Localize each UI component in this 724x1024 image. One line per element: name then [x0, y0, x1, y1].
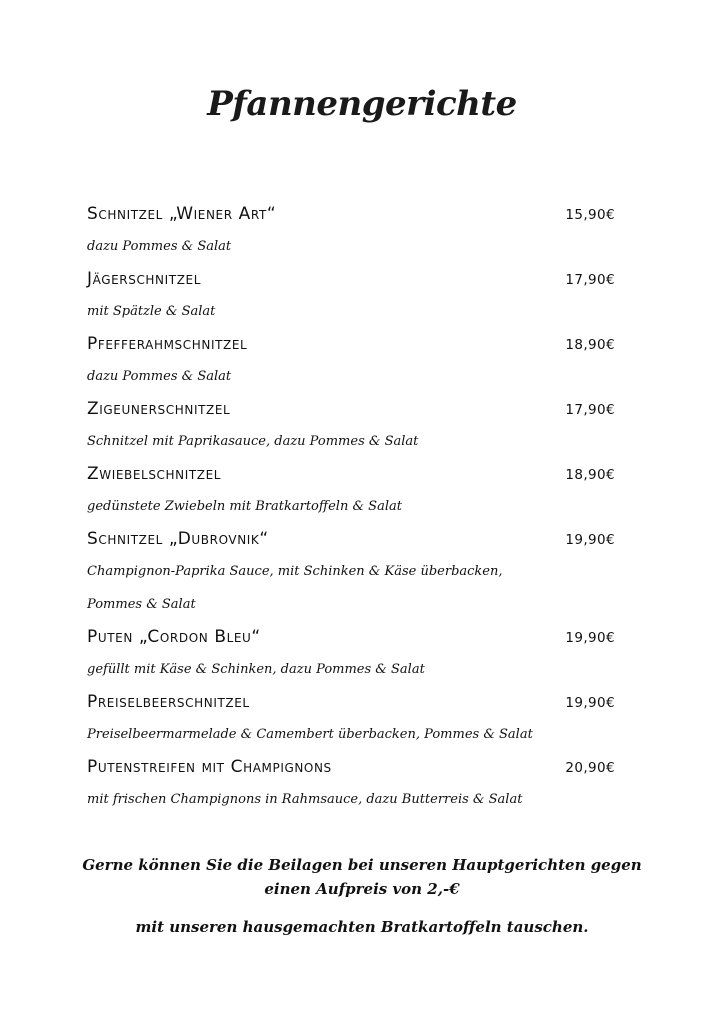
item-price: 17,90€ — [565, 402, 615, 418]
item-price: 20,90€ — [565, 760, 615, 776]
item-name: Pfefferahmschnitzel — [87, 334, 248, 354]
menu-item — [87, 458, 615, 523]
menu-list — [87, 198, 615, 816]
item-description: dazu Pommes & Salat — [87, 369, 232, 384]
item-description: dazu Pommes & Salat — [87, 239, 232, 254]
note-line-3: mit unseren hausgemachten Bratkartoffeln tauschen. — [135, 918, 589, 936]
item-description: mit frischen Champignons in Rahmsauce, dazu Butterreis & Salat — [87, 792, 523, 807]
item-name: Putenstreifen mit Champignons — [87, 757, 332, 777]
item-name: Zigeunerschnitzel — [87, 399, 231, 419]
item-description: Schnitzel mit Paprikasauce, dazu Pommes & Salat — [87, 434, 419, 449]
item-description: gedünstete Zwiebeln mit Bratkartoffeln & Salat — [87, 499, 402, 514]
item-price: 19,90€ — [565, 695, 615, 711]
item-description: Preiselbeermarmelade & Camembert überbacken, Pommes & Salat — [87, 727, 533, 742]
menu-item — [87, 328, 615, 393]
note-line-2: einen Aufpreis von 2,-€ — [264, 880, 460, 898]
item-name: Zwiebelschnitzel — [87, 464, 222, 484]
item-price: 19,90€ — [565, 532, 615, 548]
item-name: Puten „Cordon Bleu“ — [87, 627, 261, 647]
menu-item — [87, 198, 615, 263]
item-name: Schnitzel „Dubrovnik“ — [87, 529, 269, 549]
item-description: gefüllt mit Käse & Schinken, dazu Pommes & Salat — [87, 662, 425, 677]
item-name: Schnitzel „Wiener Art“ — [87, 204, 277, 224]
item-price: 17,90€ — [565, 272, 615, 288]
menu-item — [87, 751, 615, 816]
menu-item — [87, 393, 615, 458]
item-price: 18,90€ — [565, 337, 615, 353]
menu-item — [87, 523, 615, 621]
side-dish-note — [0, 852, 724, 940]
item-name: Preiselbeerschnitzel — [87, 692, 250, 712]
menu-item — [87, 621, 615, 686]
menu-item — [87, 686, 615, 751]
page-title: Pfannengerichte — [207, 84, 517, 124]
item-price: 18,90€ — [565, 467, 615, 483]
item-price: 15,90€ — [565, 207, 615, 223]
item-name: Jägerschnitzel — [87, 269, 201, 289]
note-line-1: Gerne können Sie die Beilagen bei unseren Hauptgerichten gegen — [82, 856, 642, 874]
menu-item — [87, 263, 615, 328]
item-description: mit Spätzle & Salat — [87, 304, 216, 319]
item-description-continued: Pommes & Salat — [87, 597, 196, 612]
item-price: 19,90€ — [565, 630, 615, 646]
item-description: Champignon-Paprika Sauce, mit Schinken & Käse überbacken, — [87, 564, 503, 579]
